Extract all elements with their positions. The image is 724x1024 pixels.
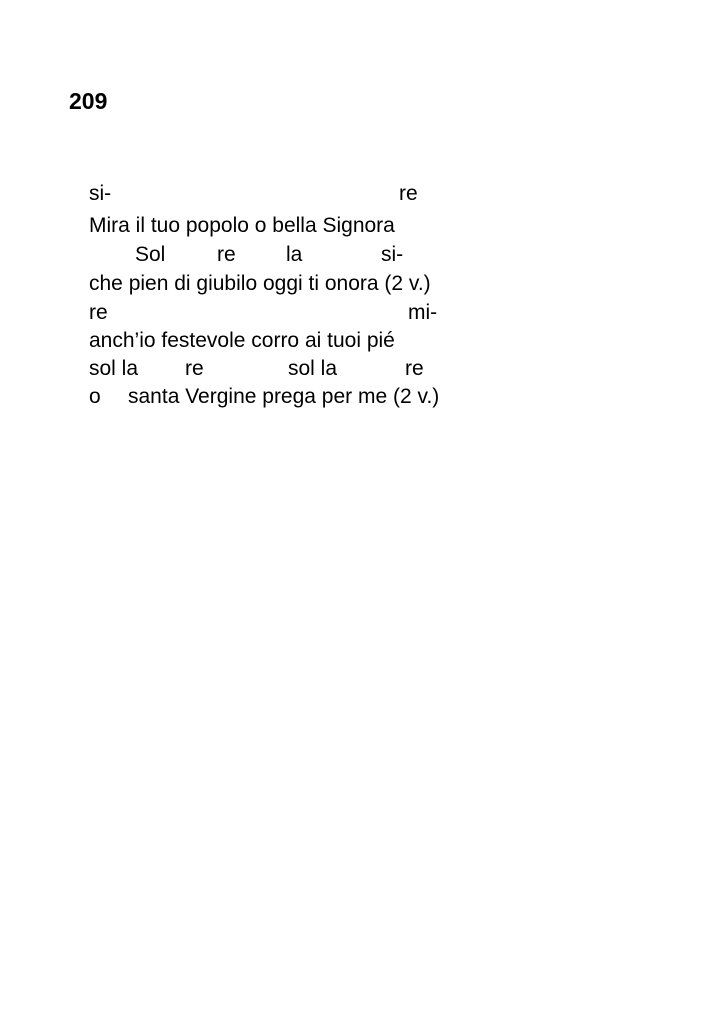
- chord: sol la: [288, 357, 338, 380]
- lyric-line: santa Vergine prega per me (2 v.): [128, 385, 440, 408]
- lyric-line: anch’io festevole corro ai tuoi pié: [89, 329, 395, 352]
- chord: mi-: [408, 301, 438, 324]
- lyric-line: o: [89, 385, 101, 408]
- chord: re: [399, 182, 418, 205]
- chord: re: [405, 357, 424, 380]
- lyric-line: che pien di giubilo oggi ti onora (2 v.): [89, 272, 431, 295]
- chord: re: [89, 301, 108, 324]
- chord: la: [286, 243, 303, 266]
- chord: re: [217, 243, 236, 266]
- chord: si-: [381, 243, 404, 266]
- lyric-line: Mira il tuo popolo o bella Signora: [89, 214, 395, 237]
- song-number: 209: [69, 88, 108, 114]
- chord: sol la: [89, 357, 139, 380]
- chord: si-: [89, 182, 112, 205]
- chord: re: [185, 357, 204, 380]
- chord: Sol: [135, 243, 166, 266]
